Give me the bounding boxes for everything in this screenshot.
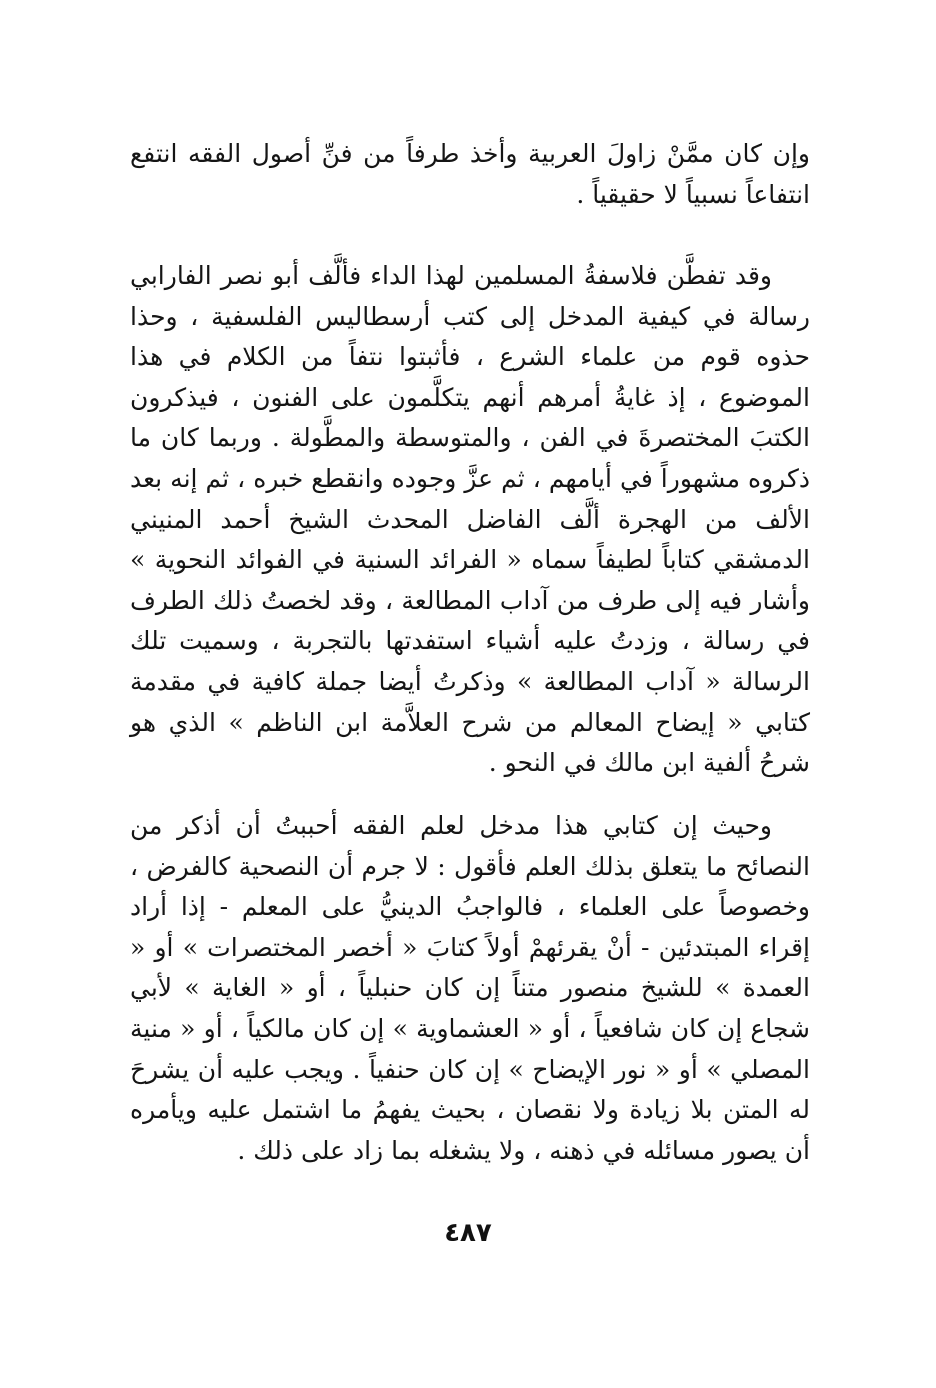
paragraph-1: وإن كان ممَّنْ زاولَ العربية وأخذ طرفاً من فنِّ أصول الفقه انتفع انتفاعاً نسبياً لا حقيقياً . bbox=[130, 139, 810, 209]
paragraph-2-block bbox=[130, 256, 810, 784]
paragraph-3-block bbox=[130, 806, 810, 1171]
paragraph-1-block bbox=[130, 134, 810, 215]
page-number: ٤٨٧ bbox=[444, 1218, 492, 1248]
paragraph-3: وحيث إن كتابي هذا مدخل لعلم الفقه أحببتُ أن أذكر من النصائح ما يتعلق بذلك العلم فأقول : لا جرم أن النصحية كالفرض ، وخصوصاً على العلماء ، فالواجبُ الدينيُّ على المعلم - إذا أراد إقراء المبتدئين - أنْ يقرئهمْ أولاً كتابَ « أخصر المختصرات » أو « العمدة » للشيخ منصور متناً إن كان حنبلياً ، أو « الغاية » لأبي شجاع إن كان شافعياً ، أو « العشماوية » إن كان مالكياً ، أو « منية المصلي » أو « نور الإيضاح » إن كان حنفياً . ويجب عليه أن يشرحَ له المتن بلا زيادة ولا نقصان ، بحيث يفهمُ ما اشتمل عليه ويأمره أن يصور مسائله في ذهنه ، ولا يشغله بما زاد على ذلك . bbox=[130, 811, 810, 1165]
paragraph-2: وقد تفطَّن فلاسفةُ المسلمين لهذا الداء فألَّف أبو نصر الفارابي رسالة في كيفية المدخل إلى كتب أرسطاليس الفلسفية ، وحذا حذوه قوم من علماء الشرع ، فأثبتوا نتفاً من الكلام في هذا الموضوع ، إذ غايةُ أمرهم أنهم يتكلَّمون على الفنون ، فيذكرون الكتبَ المختصرةَ في الفن ، والمتوسطة والمطَّولة . وربما كان ما ذكروه مشهوراً في أيامهم ، ثم عزَّ وجوده وانقطع خبره ، ثم إنه بعد الألف من الهجرة ألَّف الفاضل المحدث الشيخ أحمد المنيني الدمشقي كتاباً لطيفاً سماه « الفرائد السنية في الفوائد النحوية » وأشار فيه إلى طرف من آداب المطالعة ، وقد لخصتُ ذلك الطرف في رسالة ، وزدتُ عليه أشياء استفدتها بالتجربة ، وسميت تلك الرسالة « آداب المطالعة » وذكرتُ أيضا جملة كافية في مقدمة كتابي « إيضاح المعالم من شرح العلاَّمة ابن الناظم » الذي هو شرحُ ألفية ابن مالك في النحو . bbox=[130, 261, 810, 778]
